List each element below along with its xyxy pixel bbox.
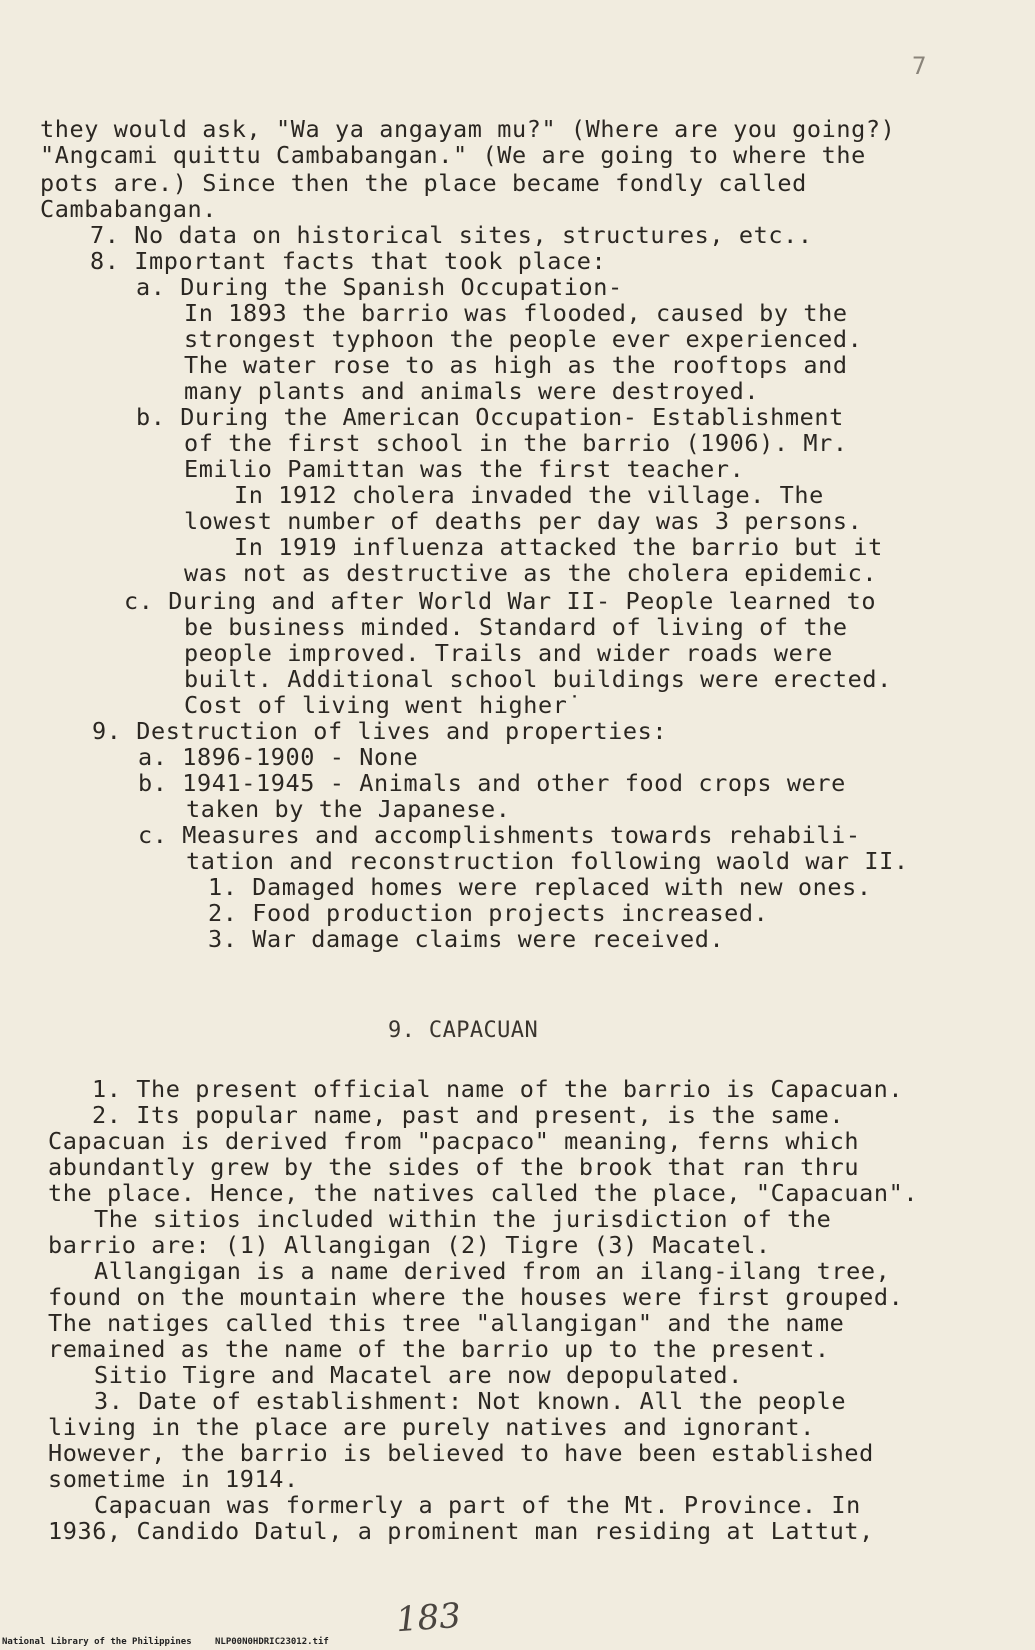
text-line: In 1912 cholera invaded the village. The xyxy=(234,481,824,509)
text-line: In 1893 the barrio was flooded, caused by the xyxy=(184,299,848,327)
text-line: tation and reconstruction following waold war II. xyxy=(186,847,909,875)
text-line: lowest number of deaths per day was 3 persons. xyxy=(184,507,863,535)
text-line: 3. Date of establishment: Not known. All the people xyxy=(94,1387,847,1415)
text-line: Sitio Tigre and Macatel are now depopulated. xyxy=(94,1361,743,1389)
text-line: taken by the Japanese. xyxy=(186,795,511,823)
text-line: living in the place are purely natives and ignorant. xyxy=(48,1413,815,1441)
text-line: b. 1941-1945 - Animals and other food crops were xyxy=(138,769,846,797)
text-line: c. Measures and accomplishments towards rehabili- xyxy=(138,821,861,849)
text-line: Cost of living went higher˙ xyxy=(184,691,583,719)
text-line: However, the barrio is believed to have been established xyxy=(48,1439,874,1467)
text-line: Allangigan is a name derived from an ilang-ilang tree, xyxy=(94,1257,891,1285)
footer-file-name: NLP00N0HDRIC23012.tif xyxy=(215,1637,329,1647)
text-line: c. During and after World War II- People learned to xyxy=(124,587,877,615)
text-line: Capacuan was formerly a part of the Mt. Province. In xyxy=(94,1491,861,1519)
text-line: a. During the Spanish Occupation- xyxy=(136,273,623,301)
text-line: strongest typhoon the people ever experienced. xyxy=(184,325,863,353)
text-line: Emilio Pamittan was the first teacher. xyxy=(184,455,745,483)
page-number: 7 xyxy=(912,52,927,80)
text-line: was not as destructive as the cholera epidemic. xyxy=(184,559,878,587)
text-line: they would ask, "Wa ya angayam mu?" (Where are you going?) xyxy=(40,115,896,143)
text-line: "Angcami quittu Cambabangan." (We are going to where the xyxy=(40,141,866,169)
footer-bar xyxy=(0,1636,1035,1650)
text-line: remained as the name of the barrio up to the present. xyxy=(48,1335,830,1363)
text-line: 2. Food production projects increased. xyxy=(208,899,769,927)
text-line: the place. Hence, the natives called the place, "Capacuan". xyxy=(48,1179,919,1207)
text-line: In 1919 influenza attacked the barrio but it xyxy=(234,533,883,561)
text-line: pots are.) Since then the place became fondly called xyxy=(40,169,807,197)
text-line: barrio are: (1) Allangigan (2) Tigre (3) Macatel. xyxy=(48,1231,771,1259)
text-line: The water rose to as high as the rooftops and xyxy=(184,351,848,379)
text-line: 1936, Candido Datul, a prominent man residing at Lattut, xyxy=(48,1517,874,1545)
text-line: sometime in 1914. xyxy=(48,1465,299,1493)
text-line: 7. No data on historical sites, structures, etc.. xyxy=(90,221,813,249)
text-line: The sitios included within the jurisdiction of the xyxy=(94,1205,832,1233)
handwritten-page-number: 183 xyxy=(394,1595,463,1641)
text-line: Capacuan is derived from "pacpaco" meaning, ferns which xyxy=(48,1127,860,1155)
text-line: people improved. Trails and wider roads were xyxy=(184,639,833,667)
text-line: The natiges called this tree "allangigan" and the name xyxy=(48,1309,845,1337)
text-line: built. Additional school buildings were erected. xyxy=(184,665,892,693)
text-line: 1. Damaged homes were replaced with new ones. xyxy=(208,873,872,901)
text-line: Cambabangan. xyxy=(40,195,217,223)
text-line: 1. The present official name of the barrio is Capacuan. xyxy=(92,1075,904,1103)
text-line: 8. Important facts that took place: xyxy=(90,247,607,275)
text-line: abundantly grew by the sides of the brook that ran thru xyxy=(48,1153,860,1181)
text-line: found on the mountain where the houses were first grouped. xyxy=(48,1283,904,1311)
text-line: 2. Its popular name, past and present, is the same. xyxy=(92,1101,845,1129)
section-heading: 9. CAPACUAN xyxy=(388,1018,539,1043)
text-line: a. 1896-1900 - None xyxy=(138,743,419,771)
footer-library-name: National Library of the Philippines xyxy=(2,1637,192,1647)
text-line: 3. War damage claims were received. xyxy=(208,925,725,953)
text-line: b. During the American Occupation- Establishment xyxy=(136,403,844,431)
text-line: of the first school in the barrio (1906). Mr. xyxy=(184,429,848,457)
text-line: 9. Destruction of lives and properties: xyxy=(92,717,668,745)
text-line: be business minded. Standard of living of the xyxy=(184,613,848,641)
text-line: many plants and animals were destroyed. xyxy=(184,377,760,405)
